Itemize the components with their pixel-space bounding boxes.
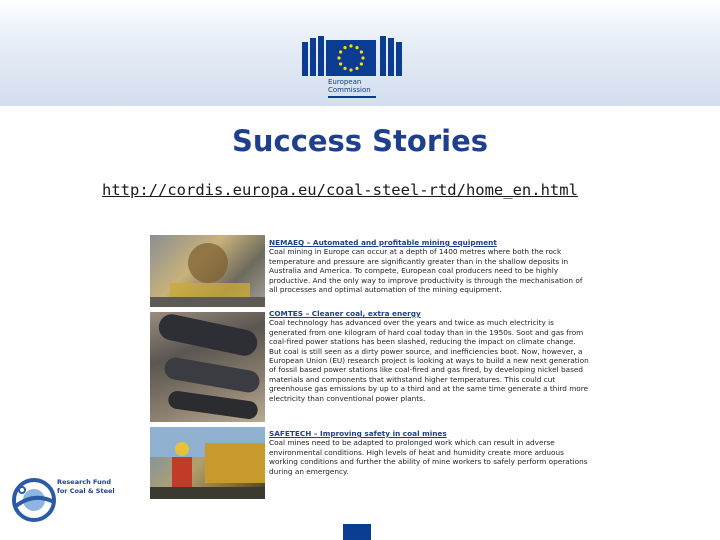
mining-equipment-photo — [150, 235, 265, 307]
story-safetech — [269, 429, 589, 476]
slide-title: Success Stories — [231, 124, 489, 158]
footer-accent-bar — [343, 524, 371, 540]
research-fund-line-2: for Coal & Steel — [57, 486, 115, 495]
research-fund-line-1: Research Fund — [57, 478, 112, 486]
story-body: Coal mining in Europe can occur at a depth of 1400 metres where both the rock temperature and pressure are significantly greater than in the shallow deposits in Australia and America. To compete, European coal producers need to be highly productive. And the only way to improve productivity is through the mechanisation of all processes and optimal automation of the mining equipment. — [269, 247, 583, 295]
story-title[interactable]: NEMAEQ – Automated and profitable mining equipment — [269, 238, 497, 247]
story-nemaeq — [269, 238, 589, 294]
story-comtes — [269, 309, 589, 403]
mine-worker-photo — [150, 427, 265, 499]
source-link[interactable]: http://cordis.europa.eu/coal-steel-rtd/home_en.html — [102, 181, 578, 199]
european-commission-logo — [300, 34, 420, 100]
logo-line-1: European — [328, 78, 362, 86]
research-fund-emblem-icon — [12, 472, 58, 528]
story-title[interactable]: SAFETECH – Improving safety in coal mines — [269, 429, 447, 438]
logo-line-2: Commission — [328, 86, 371, 94]
logo-wordmark — [328, 78, 371, 94]
story-body: Coal mines need to be adapted to prolonged work which can result in adverse environmental conditions. High levels of heat and humidity create more arduous working conditions and further the ability of mine workers to safely perform operations during an emergency. — [269, 438, 588, 476]
eu-flag-icon — [326, 40, 376, 76]
logo-underline — [328, 96, 376, 98]
story-title[interactable]: COMTES – Cleaner coal, extra energy — [269, 309, 421, 318]
coal-pipes-photo — [150, 312, 265, 422]
research-fund-wordmark — [57, 478, 115, 495]
story-body: Coal technology has advanced over the years and twice as much electricity is generated from one kilogram of hard coal today than in the 1950s. Soot and gas from coal-fired power stations has been slashed, reducing the impact on climate change. But coal is still seen as a dirty power source, and inefficiencies boot. Now, however, a European Union (EU) research project is looking at ways to build a new next generation of fossil based power stations like coal-fired and gas fired, by developing nickel based materials and components that withstand higher temperatures. This could cut greenhouse gas emissions by up to a third and at the same time generate a third more electricity than conventional power plants. — [269, 318, 589, 403]
